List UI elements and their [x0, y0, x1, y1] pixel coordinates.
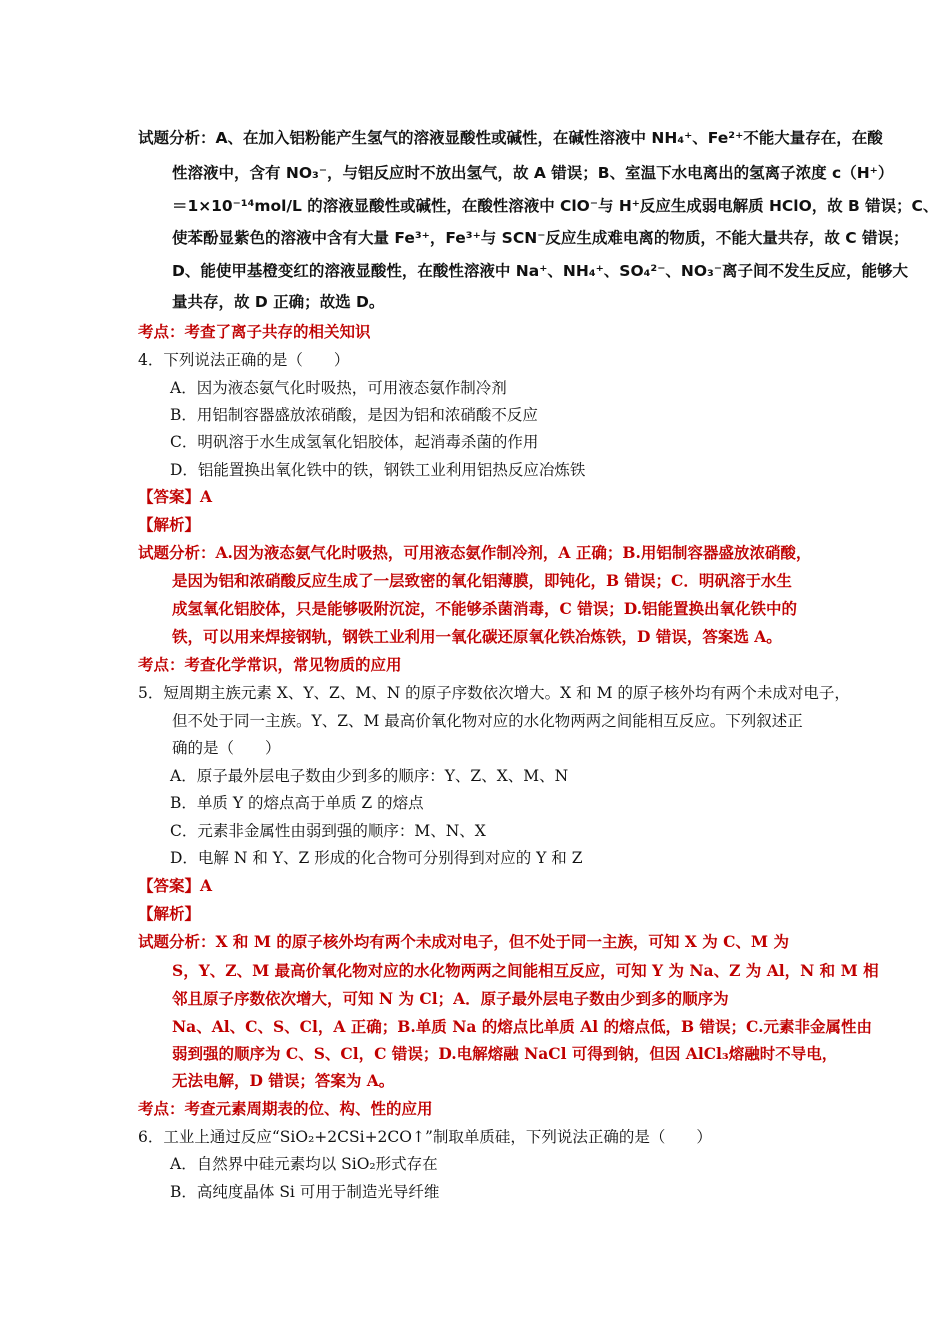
q4-option-c: C．明矾溶于水生成氢氧化铝胶体，起消毒杀菌的作用 — [170, 433, 539, 451]
prev-analysis-line-5: D、能使甲基橙变红的溶液显酸性，在酸性溶液中 Na⁺、NH₄⁺、SO₄²⁻、NO₃⁻离子间不发生反应，能够大 — [172, 262, 909, 280]
q5-analysis-line-1: 试题分析：X 和 M 的原子核外均有两个未成对电子，但不处于同一主族，可知 X 为 C、M 为 — [138, 932, 789, 951]
q5-analysis-line-4: Na、Al、C、S、Cl，A 正确；B.单质 Na 的熔点比单质 Al 的熔点低，B 错误；C.元素非金属性由 — [172, 1017, 872, 1036]
q5-option-c: C．元素非金属性由弱到强的顺序：M、N、X — [170, 822, 486, 840]
q4-analysis-line-1: 试题分析：A.因为液态氨气化时吸热，可用液态氨作制冷剂，A 正确；B.用铝制容器盛放浓硝酸， — [138, 543, 812, 562]
q4-analysis-line-2: 是因为铝和浓硝酸反应生成了一层致密的氧化铝薄膜，即钝化，B 错误；C．明矾溶于水生 — [172, 571, 792, 590]
q4-analysis-label: 【解析】 — [138, 515, 201, 534]
q5-option-a: A．原子最外层电子数由少到多的顺序：Y、Z、X、M、N — [170, 767, 569, 785]
prev-analysis-line-6: 量共存，故 D 正确；故选 D。 — [172, 293, 385, 311]
q4-analysis-line-3: 成氢氧化铝胶体，只是能够吸附沉淀，不能够杀菌消毒，C 错误；D.铝能置换出氧化铁中的 — [172, 599, 798, 618]
prev-analysis-line-2: 性溶液中，含有 NO₃⁻，与铝反应时不放出氢气，故 A 错误；B、室温下水电离出的氢离子浓度 c（H⁺） — [172, 164, 894, 182]
prev-analysis-line-1: 试题分析：A、在加入铝粉能产生氢气的溶液显酸性或碱性，在碱性溶液中 NH₄⁺、Fe²⁺不能大量存在，在酸 — [138, 129, 883, 147]
prev-exam-point: 考点：考查了离子共存的相关知识 — [138, 322, 371, 341]
q6-option-b: B．高纯度晶体 Si 可用于制造光导纤维 — [170, 1183, 440, 1201]
q4-analysis-line-4: 铁，可以用来焊接钢轨，钢铁工业利用一氧化碳还原氧化铁冶炼铁，D 错误，答案选 A。 — [172, 627, 782, 646]
q5-stem-line-1: 5．短周期主族元素 X、Y、Z、M、N 的原子序数依次增大。X 和 M 的原子核外均有两个未成对电子， — [138, 684, 850, 702]
q6-stem: 6．工业上通过反应“SiO₂+2CSi+2CO↑”制取单质硅，下列说法正确的是（ ） — [138, 1128, 712, 1146]
q5-exam-point: 考点：考查元素周期表的位、构、性的应用 — [138, 1099, 433, 1118]
prev-analysis-line-4: 使苯酚显紫色的溶液中含有大量 Fe³⁺，Fe³⁺与 SCN⁻反应生成难电离的物质，不能大量共存，故 C 错误； — [172, 229, 909, 247]
q4-option-d: D．铝能置换出氧化铁中的铁，钢铁工业利用铝热反应冶炼铁 — [170, 461, 586, 479]
q5-stem-line-2: 但不处于同一主族。Y、Z、M 最高价氧化物对应的水化物两两之间能相互反应。下列叙述正 — [172, 712, 803, 730]
q4-stem: 4．下列说法正确的是（ ） — [138, 351, 350, 369]
q4-answer: 【答案】A — [138, 487, 213, 506]
q4-option-b: B．用铝制容器盛放浓硝酸，是因为铝和浓硝酸不反应 — [170, 406, 538, 424]
q5-answer: 【答案】A — [138, 876, 213, 895]
q6-option-a: A．自然界中硅元素均以 SiO₂形式存在 — [170, 1155, 438, 1173]
q5-analysis-line-2: S，Y、Z、M 最高价氧化物对应的水化物两两之间能相互反应，可知 Y 为 Na、Z 为 Al，N 和 M 相 — [172, 961, 879, 980]
prev-analysis-line-3: ＝1×10⁻¹⁴mol/L 的溶液显酸性或碱性，在酸性溶液中 ClO⁻与 H⁺反应生成弱电解质 HClO，故 B 错误；C、 — [172, 197, 939, 215]
q5-option-b: B．单质 Y 的熔点高于单质 Z 的熔点 — [170, 794, 424, 812]
q5-analysis-line-5: 弱到强的顺序为 C、S、Cl，C 错误；D.电解熔融 NaCl 可得到钠，但因 AlCl₃熔融时不导电， — [172, 1044, 838, 1063]
q4-option-a: A．因为液态氨气化时吸热，可用液态氨作制冷剂 — [170, 379, 507, 397]
q5-analysis-line-3: 邻且原子序数依次增大，可知 N 为 Cl；A．原子最外层电子数由少到多的顺序为 — [172, 989, 729, 1008]
q5-stem-line-3: 确的是（ ） — [172, 739, 281, 757]
q4-exam-point: 考点：考查化学常识，常见物质的应用 — [138, 655, 402, 674]
q5-analysis-line-6: 无法电解，D 错误；答案为 A。 — [172, 1071, 395, 1090]
q5-option-d: D．电解 N 和 Y、Z 形成的化合物可分别得到对应的 Y 和 Z — [170, 849, 583, 867]
q5-analysis-label: 【解析】 — [138, 904, 201, 923]
